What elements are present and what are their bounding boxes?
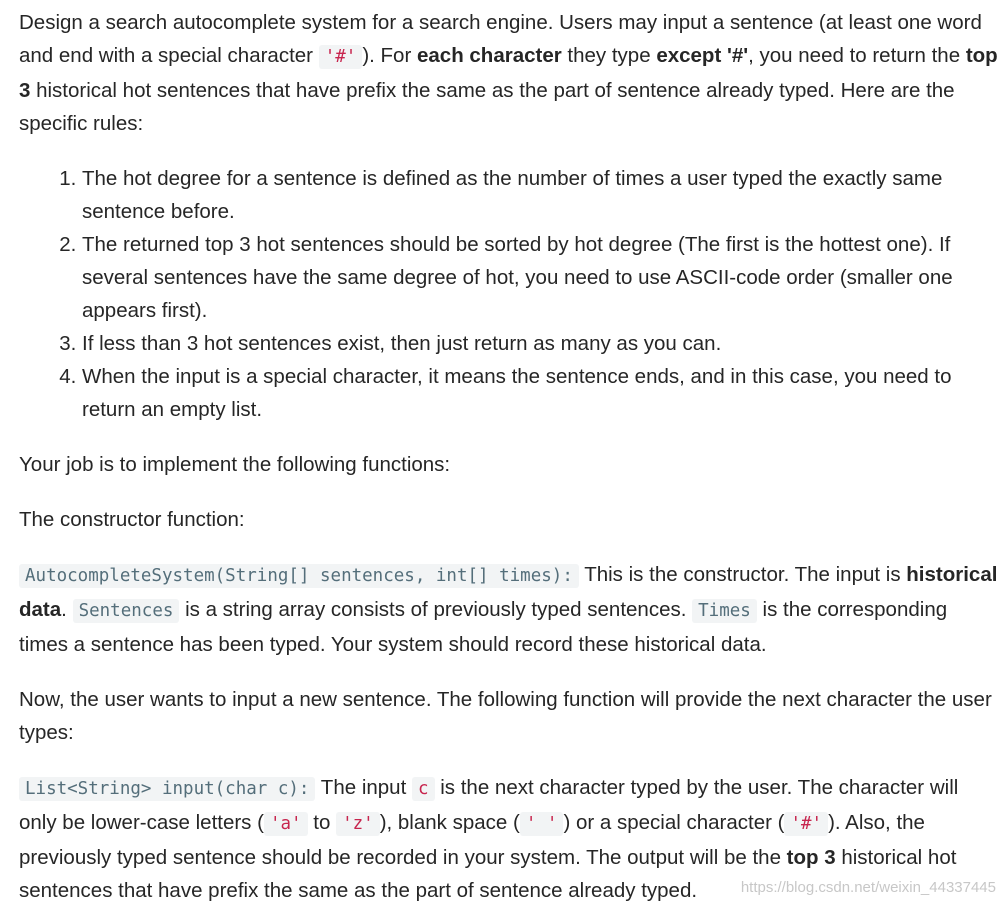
rules-list — [19, 162, 999, 426]
constructor-paragraph — [19, 558, 999, 661]
input-text-2: is the next character typed by the user. The character will only be lower-case letters ( — [19, 776, 959, 834]
intro-bold-1: each character — [416, 44, 562, 67]
a-code: 'a' — [264, 812, 308, 836]
input-text-3: to — [307, 811, 337, 834]
constructor-bold-1: historical data — [19, 563, 998, 621]
rule-item: 4. When the input is a special character, it means the sentence ends, and in this case, you need to return an empty list. — [82, 360, 999, 426]
constructor-text-1: This is the constructor. The input is — [578, 563, 907, 586]
rule-item: 2. The returned top 3 hot sentences should be sorted by hot degree (The first is the hottest one). If several sentences have the same degree of hot, you need to use ASCII-code order (smaller one appears first). — [82, 228, 999, 327]
input-text-1: The input — [315, 776, 412, 799]
z-code: 'z' — [336, 812, 380, 836]
input-signature-code: List<String> input(char c): — [19, 777, 315, 801]
now-paragraph: Now, the user wants to input a new sentence. The following function will provide the next character the user types: — [19, 688, 992, 744]
job-paragraph: Your job is to implement the following functions: — [19, 453, 451, 476]
rule-item: 1. The hot degree for a sentence is defined as the number of times a user typed the exactly same sentence before. — [82, 162, 999, 228]
input-bold-1: top 3 — [786, 846, 836, 869]
intro-text-2: ). For — [362, 44, 417, 67]
intro-text-4: , you need to return the — [748, 44, 966, 67]
sentences-code: Sentences — [73, 599, 180, 623]
input-text-5: ) or a special character ( — [563, 811, 785, 834]
problem-description — [19, 6, 999, 907]
hash-code: '#' — [784, 812, 828, 836]
input-text-7: historical hot sentences that have prefix the same as the part of sentence already typed. — [19, 846, 957, 902]
times-code: Times — [692, 599, 757, 623]
input-text-4: ), blank space ( — [379, 811, 520, 834]
input-text-6: ). Also, the previously typed sentence should be recorded in your system. The output will be the — [19, 811, 925, 869]
constructor-heading: The constructor function: — [19, 508, 245, 531]
rule-item: 3. If less than 3 hot sentences exist, then just return as many as you can. — [82, 327, 999, 360]
watermark-text: https://blog.csdn.net/weixin_44337445 — [740, 879, 996, 896]
constructor-signature-code: AutocompleteSystem(String[] sentences, int[] times): — [19, 564, 579, 588]
hash-code: '#' — [319, 45, 363, 69]
constructor-text-4: is the corresponding times a sentence has been typed. Your system should record these historical data. — [19, 598, 948, 656]
intro-text-1: Design a search autocomplete system for a search engine. Users may input a sentence (at least one word and end with a special character — [19, 11, 982, 67]
c-code: c — [412, 777, 435, 801]
constructor-text-3: is a string array consists of previously typed sentences. — [179, 598, 693, 621]
intro-text-5: historical hot sentences that have prefix the same as the part of sentence already typed. Here are the specific rules: — [19, 79, 955, 135]
intro-text-3: they type — [561, 44, 657, 67]
constructor-text-2: . — [61, 598, 73, 621]
intro-bold-3: top 3 — [19, 44, 998, 102]
intro-bold-2: except '#' — [656, 44, 749, 67]
space-code: ' ' — [520, 812, 564, 836]
intro-paragraph — [19, 6, 999, 140]
